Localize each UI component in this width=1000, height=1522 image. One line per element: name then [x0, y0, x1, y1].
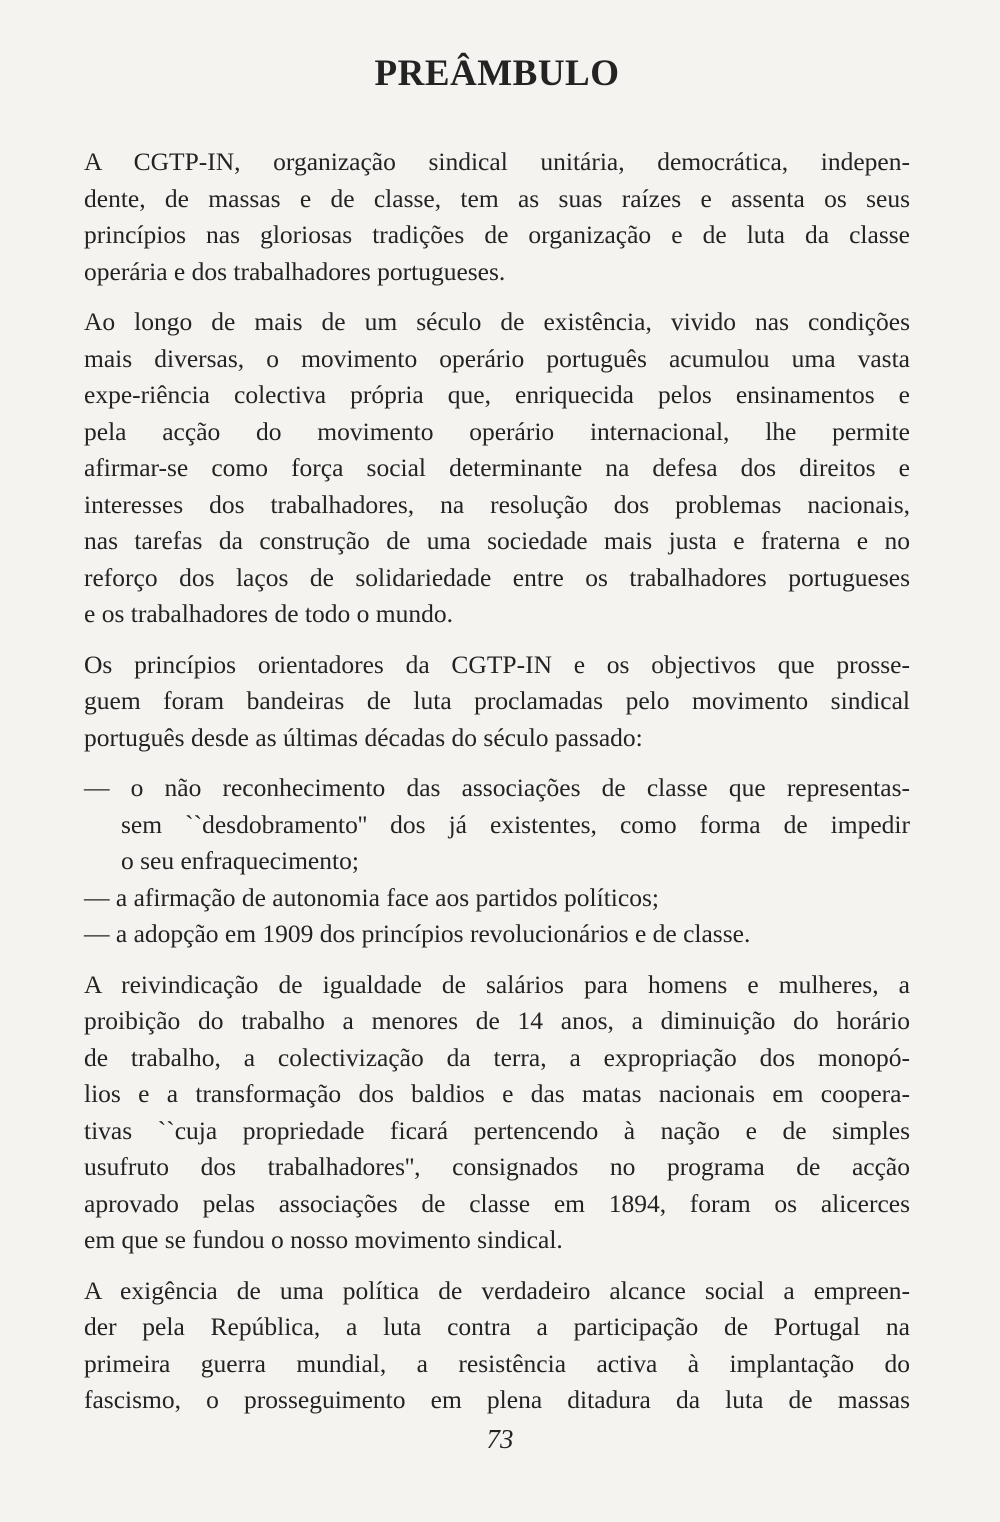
text-line: usufruto dos trabalhadores'', consignados no programa de acção — [84, 1152, 910, 1181]
text-line: primeira guerra mundial, a resistência activa à implantação do — [84, 1348, 910, 1378]
text-line: sem ``desdobramento'' dos já existentes, como forma de impedir — [121, 809, 910, 839]
text-line: interesses dos trabalhadores, na resolução dos problemas nacionais, — [84, 489, 910, 519]
text-line: — a adopção em 1909 dos princípios revolucionários e de classe. — [84, 919, 751, 948]
paragraph — [84, 1273, 910, 1419]
text-line: dente, de massas e de classe, tem as suas raízes e assenta os seus — [84, 183, 910, 213]
text-line: e os trabalhadores de todo o mundo. — [84, 599, 453, 628]
list-item — [84, 916, 910, 953]
text-line: A exigência de uma política de verdadeiro alcance social a empreen- — [84, 1275, 910, 1305]
text-line: o seu enfraquecimento; — [121, 846, 359, 875]
text-line: português desde as últimas décadas do século passado: — [84, 722, 643, 752]
text-line: nas tarefas da construção de uma sociedade mais justa e fraterna e no — [84, 526, 910, 555]
text-line: princípios nas gloriosas tradições de organização e de luta da classe — [84, 220, 910, 249]
text-line: lios e a transformação dos baldios e das matas nacionais em coopera- — [84, 1079, 910, 1108]
dash-list — [84, 770, 910, 953]
text-line: pela acção do movimento operário internacional, lhe permite — [84, 416, 910, 446]
text-line: Os princípios orientadores da CGTP-IN e os objectivos que prosse- — [84, 649, 910, 679]
paragraph — [84, 647, 910, 757]
text-line: de trabalho, a colectivização da terra, a expropriação dos monopó- — [84, 1042, 910, 1072]
text-line: proibição do trabalho a menores de 14 anos, a diminuição do horário — [84, 1006, 910, 1035]
text-line: guem foram bandeiras de luta proclamadas pelo movimento sindical — [84, 686, 910, 715]
text-line: mais diversas, o movimento operário português acumulou uma vasta — [84, 343, 910, 373]
text-line: em que se fundou o nosso movimento sindical. — [84, 1225, 563, 1254]
list-item — [84, 770, 910, 880]
text-line: fascismo, o prosseguimento em plena ditadura da luta de massas — [84, 1385, 910, 1414]
text-line: operária e dos trabalhadores portugueses. — [84, 256, 506, 286]
text-line: der pela República, a luta contra a participação de Portugal na — [84, 1312, 910, 1341]
text-line: Ao longo de mais de um século de existência, vivido nas condições — [84, 307, 910, 336]
text-line: — a afirmação de autonomia face aos partidos políticos; — [84, 882, 659, 912]
text-line: afirmar-se como força social determinante na defesa dos direitos e — [84, 453, 910, 482]
paragraph — [84, 144, 910, 290]
paragraph — [84, 304, 910, 633]
text-line: aprovado pelas associações de classe em 1894, foram os alicerces — [84, 1188, 910, 1218]
text-line: expe-riência colectiva própria que, enriquecida pelos ensinamentos e — [84, 380, 910, 409]
page-title: PREÂMBULO — [374, 53, 620, 94]
page-number: 73 — [486, 1424, 514, 1454]
page — [84, 50, 910, 1433]
text-line: tivas ``cuja propriedade ficará pertencendo à nação e de simples — [84, 1115, 910, 1145]
text-line: — o não reconhecimento das associações de classe que representas- — [84, 773, 910, 802]
list-item — [84, 880, 910, 917]
text-line: reforço dos laços de solidariedade entre os trabalhadores portugueses — [84, 562, 910, 592]
paragraph — [84, 967, 910, 1259]
text-line: A CGTP-IN, organização sindical unitária, democrática, indepen- — [84, 147, 910, 176]
text-line: A reivindicação de igualdade de salários para homens e mulheres, a — [84, 969, 910, 999]
